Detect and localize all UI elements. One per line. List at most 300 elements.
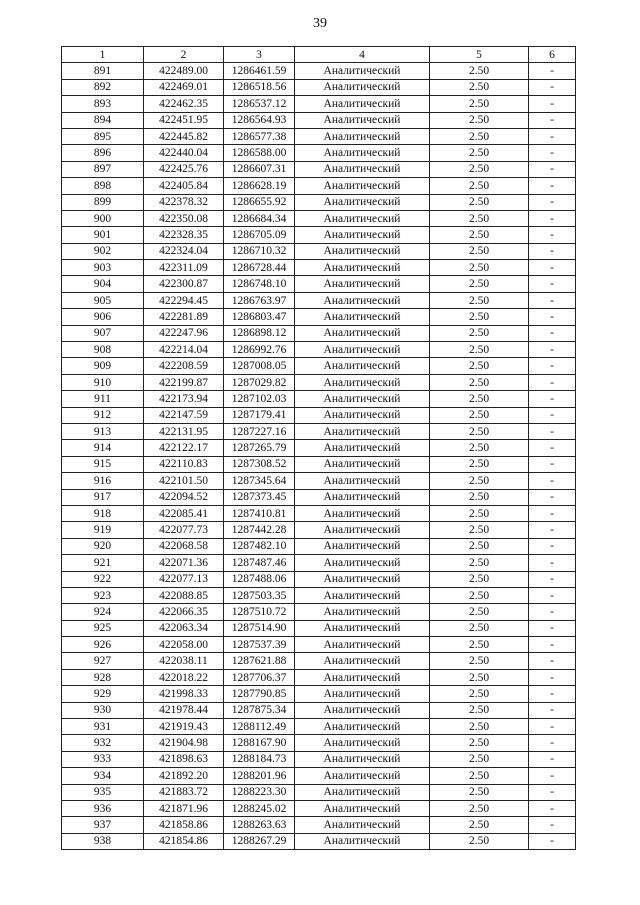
table-cell: 422378.32 bbox=[144, 194, 224, 210]
table-row bbox=[62, 161, 576, 177]
table-cell: 2.50 bbox=[430, 309, 529, 325]
table-cell: 897 bbox=[62, 161, 144, 177]
table-cell: Аналитический bbox=[295, 637, 430, 653]
table-cell: 917 bbox=[62, 489, 144, 505]
table-cell: 2.50 bbox=[430, 112, 529, 128]
table-cell: 2.50 bbox=[430, 407, 529, 423]
table-cell: Аналитический bbox=[295, 161, 430, 177]
table-cell: 2.50 bbox=[430, 637, 529, 653]
table-cell: Аналитический bbox=[295, 456, 430, 472]
table-cell: - bbox=[529, 194, 576, 210]
table-cell: - bbox=[529, 342, 576, 358]
table-cell: 1286588.00 bbox=[224, 145, 295, 161]
table-cell: 421919.43 bbox=[144, 719, 224, 735]
table-cell: Аналитический bbox=[295, 276, 430, 292]
table-cell: - bbox=[529, 63, 576, 79]
table-cell: 2.50 bbox=[430, 79, 529, 95]
table-cell: - bbox=[529, 260, 576, 276]
table-cell: 1287487.46 bbox=[224, 555, 295, 571]
table-cell: Аналитический bbox=[295, 342, 430, 358]
table-cell: - bbox=[529, 292, 576, 308]
table-cell: 2.50 bbox=[430, 833, 529, 849]
table-row bbox=[62, 325, 576, 341]
table-cell: 902 bbox=[62, 243, 144, 259]
table-cell: Аналитический bbox=[295, 96, 430, 112]
table-cell: - bbox=[529, 210, 576, 226]
table-cell: Аналитический bbox=[295, 194, 430, 210]
table-cell: Аналитический bbox=[295, 128, 430, 144]
table-cell: 905 bbox=[62, 292, 144, 308]
table-row bbox=[62, 686, 576, 702]
table-cell: - bbox=[529, 79, 576, 95]
table-cell: 1286705.09 bbox=[224, 227, 295, 243]
table-cell: - bbox=[529, 325, 576, 341]
table-cell: Аналитический bbox=[295, 358, 430, 374]
table-cell: 1287514.90 bbox=[224, 620, 295, 636]
table-cell: Аналитический bbox=[295, 768, 430, 784]
table-row bbox=[62, 833, 576, 849]
table-cell: - bbox=[529, 735, 576, 751]
table-cell: Аналитический bbox=[295, 79, 430, 95]
table-cell: 923 bbox=[62, 587, 144, 603]
table-cell: 421898.63 bbox=[144, 751, 224, 767]
table-cell: 1286710.32 bbox=[224, 243, 295, 259]
table-cell: 927 bbox=[62, 653, 144, 669]
table-cell: 911 bbox=[62, 391, 144, 407]
table-cell: 1287706.37 bbox=[224, 669, 295, 685]
table-row bbox=[62, 391, 576, 407]
column-header: 4 bbox=[295, 47, 430, 63]
coordinates-table bbox=[61, 46, 576, 850]
table-cell: 422247.96 bbox=[144, 325, 224, 341]
table-cell: 904 bbox=[62, 276, 144, 292]
table-row bbox=[62, 702, 576, 718]
table-row bbox=[62, 555, 576, 571]
table-cell: 422131.95 bbox=[144, 423, 224, 439]
table-cell: 2.50 bbox=[430, 210, 529, 226]
table-cell: 422071.36 bbox=[144, 555, 224, 571]
table-cell: - bbox=[529, 505, 576, 521]
table-cell: 421892.20 bbox=[144, 768, 224, 784]
table-cell: 2.50 bbox=[430, 620, 529, 636]
table-cell: 1286728.44 bbox=[224, 260, 295, 276]
table-cell: 422311.09 bbox=[144, 260, 224, 276]
table-cell: Аналитический bbox=[295, 538, 430, 554]
table-cell: 935 bbox=[62, 784, 144, 800]
table-row bbox=[62, 669, 576, 685]
table-cell: - bbox=[529, 440, 576, 456]
table-cell: 2.50 bbox=[430, 751, 529, 767]
table-cell: 1287345.64 bbox=[224, 473, 295, 489]
table-cell: 422085.41 bbox=[144, 505, 224, 521]
table-row bbox=[62, 571, 576, 587]
table-row bbox=[62, 587, 576, 603]
table-row bbox=[62, 653, 576, 669]
table-cell: 893 bbox=[62, 96, 144, 112]
table-cell: 908 bbox=[62, 342, 144, 358]
table-cell: Аналитический bbox=[295, 489, 430, 505]
table-cell: 422469.01 bbox=[144, 79, 224, 95]
table-cell: - bbox=[529, 489, 576, 505]
table-cell: - bbox=[529, 751, 576, 767]
table-cell: - bbox=[529, 669, 576, 685]
table-cell: - bbox=[529, 653, 576, 669]
table-cell: 422173.94 bbox=[144, 391, 224, 407]
table-cell: 2.50 bbox=[430, 768, 529, 784]
table-cell: 1288167.90 bbox=[224, 735, 295, 751]
table-cell: 1287179.41 bbox=[224, 407, 295, 423]
table-cell: 2.50 bbox=[430, 719, 529, 735]
table-row bbox=[62, 440, 576, 456]
table-row bbox=[62, 473, 576, 489]
table-cell: - bbox=[529, 391, 576, 407]
table-cell: Аналитический bbox=[295, 292, 430, 308]
table-cell: 422066.35 bbox=[144, 604, 224, 620]
table-cell: 910 bbox=[62, 374, 144, 390]
table-cell: 924 bbox=[62, 604, 144, 620]
table-cell: - bbox=[529, 686, 576, 702]
table-cell: 421871.96 bbox=[144, 800, 224, 816]
table-cell: - bbox=[529, 276, 576, 292]
table-cell: - bbox=[529, 620, 576, 636]
table-cell: 1286655.92 bbox=[224, 194, 295, 210]
table-cell: - bbox=[529, 112, 576, 128]
table-cell: Аналитический bbox=[295, 407, 430, 423]
table-cell: Аналитический bbox=[295, 686, 430, 702]
table-cell: 918 bbox=[62, 505, 144, 521]
table-cell: - bbox=[529, 538, 576, 554]
table-cell: 1288263.63 bbox=[224, 817, 295, 833]
table-cell: 2.50 bbox=[430, 391, 529, 407]
table-cell: 2.50 bbox=[430, 571, 529, 587]
table-cell: Аналитический bbox=[295, 620, 430, 636]
table-row bbox=[62, 96, 576, 112]
table-cell: 422094.52 bbox=[144, 489, 224, 505]
column-header: 5 bbox=[430, 47, 529, 63]
table-row bbox=[62, 604, 576, 620]
column-header: 6 bbox=[529, 47, 576, 63]
table-cell: Аналитический bbox=[295, 325, 430, 341]
table-cell: - bbox=[529, 604, 576, 620]
table-cell: 1287621.88 bbox=[224, 653, 295, 669]
table-cell: 422405.84 bbox=[144, 178, 224, 194]
table-cell: 1286898.12 bbox=[224, 325, 295, 341]
table-cell: 2.50 bbox=[430, 178, 529, 194]
table-cell: 422300.87 bbox=[144, 276, 224, 292]
table-row bbox=[62, 194, 576, 210]
table-row bbox=[62, 210, 576, 226]
table-cell: 422208.59 bbox=[144, 358, 224, 374]
table-cell: - bbox=[529, 817, 576, 833]
table-cell: 1287008.05 bbox=[224, 358, 295, 374]
table-cell: 926 bbox=[62, 637, 144, 653]
table-row bbox=[62, 800, 576, 816]
table-cell: 2.50 bbox=[430, 243, 529, 259]
table-cell: 1288223.30 bbox=[224, 784, 295, 800]
table-cell: 2.50 bbox=[430, 800, 529, 816]
table-cell: 2.50 bbox=[430, 555, 529, 571]
table-cell: 1287488.06 bbox=[224, 571, 295, 587]
table-cell: Аналитический bbox=[295, 243, 430, 259]
table-cell: 422294.45 bbox=[144, 292, 224, 308]
table-cell: 2.50 bbox=[430, 702, 529, 718]
table-cell: 1287029.82 bbox=[224, 374, 295, 390]
table-cell: 1288201.96 bbox=[224, 768, 295, 784]
table-cell: 422122.17 bbox=[144, 440, 224, 456]
table-cell: 422489.00 bbox=[144, 63, 224, 79]
table-cell: 2.50 bbox=[430, 423, 529, 439]
table-row bbox=[62, 719, 576, 735]
table-cell: - bbox=[529, 407, 576, 423]
table-cell: 2.50 bbox=[430, 669, 529, 685]
table-cell: - bbox=[529, 374, 576, 390]
table-cell: 422068.58 bbox=[144, 538, 224, 554]
table-cell: 932 bbox=[62, 735, 144, 751]
table-cell: Аналитический bbox=[295, 719, 430, 735]
table-cell: 1286518.56 bbox=[224, 79, 295, 95]
table-cell: Аналитический bbox=[295, 440, 430, 456]
table-row bbox=[62, 456, 576, 472]
table-row bbox=[62, 489, 576, 505]
table-cell: 900 bbox=[62, 210, 144, 226]
table-cell: 2.50 bbox=[430, 538, 529, 554]
table-row bbox=[62, 227, 576, 243]
table-cell: - bbox=[529, 784, 576, 800]
table-row bbox=[62, 735, 576, 751]
table-cell: 894 bbox=[62, 112, 144, 128]
table-cell: 931 bbox=[62, 719, 144, 735]
table-cell: 2.50 bbox=[430, 686, 529, 702]
table-cell: 1287410.81 bbox=[224, 505, 295, 521]
table-cell: Аналитический bbox=[295, 210, 430, 226]
table-cell: 1286461.59 bbox=[224, 63, 295, 79]
table-cell: 2.50 bbox=[430, 505, 529, 521]
table-cell: 919 bbox=[62, 522, 144, 538]
table-cell: 2.50 bbox=[430, 194, 529, 210]
table-cell: 2.50 bbox=[430, 161, 529, 177]
table-header bbox=[62, 47, 576, 63]
table-cell: 421904.98 bbox=[144, 735, 224, 751]
table-cell: 422440.04 bbox=[144, 145, 224, 161]
table-cell: 2.50 bbox=[430, 784, 529, 800]
table-cell: 421978.44 bbox=[144, 702, 224, 718]
table-cell: 922 bbox=[62, 571, 144, 587]
table-cell: - bbox=[529, 555, 576, 571]
table-cell: - bbox=[529, 96, 576, 112]
table-row bbox=[62, 276, 576, 292]
table-cell: Аналитический bbox=[295, 751, 430, 767]
table-cell: Аналитический bbox=[295, 587, 430, 603]
table-cell: Аналитический bbox=[295, 374, 430, 390]
table-row bbox=[62, 751, 576, 767]
table-cell: 2.50 bbox=[430, 292, 529, 308]
header-row bbox=[62, 47, 576, 63]
table-cell: 1287102.03 bbox=[224, 391, 295, 407]
table-cell: Аналитический bbox=[295, 735, 430, 751]
table-row bbox=[62, 260, 576, 276]
table-cell: Аналитический bbox=[295, 669, 430, 685]
table-cell: Аналитический bbox=[295, 178, 430, 194]
table-cell: 1287482.10 bbox=[224, 538, 295, 554]
table-cell: 422101.50 bbox=[144, 473, 224, 489]
table-cell: 421998.33 bbox=[144, 686, 224, 702]
table-cell: 1287308.52 bbox=[224, 456, 295, 472]
table-cell: - bbox=[529, 423, 576, 439]
table-cell: 422018.22 bbox=[144, 669, 224, 685]
table-cell: 1287790.85 bbox=[224, 686, 295, 702]
table-cell: 2.50 bbox=[430, 473, 529, 489]
table-cell: 1286628.19 bbox=[224, 178, 295, 194]
table-row bbox=[62, 407, 576, 423]
table-row bbox=[62, 309, 576, 325]
table-cell: 2.50 bbox=[430, 227, 529, 243]
table-cell: Аналитический bbox=[295, 227, 430, 243]
table-cell: 2.50 bbox=[430, 342, 529, 358]
table-cell: Аналитический bbox=[295, 505, 430, 521]
table-cell: 925 bbox=[62, 620, 144, 636]
table-cell: 422445.82 bbox=[144, 128, 224, 144]
table-cell: 1286577.38 bbox=[224, 128, 295, 144]
table-cell: 2.50 bbox=[430, 817, 529, 833]
table-row bbox=[62, 784, 576, 800]
table-cell: 898 bbox=[62, 178, 144, 194]
table-row bbox=[62, 112, 576, 128]
table-cell: - bbox=[529, 227, 576, 243]
table-cell: 422451.95 bbox=[144, 112, 224, 128]
table-cell: 2.50 bbox=[430, 145, 529, 161]
table-row bbox=[62, 128, 576, 144]
table-cell: 422063.34 bbox=[144, 620, 224, 636]
table-row bbox=[62, 63, 576, 79]
table-row bbox=[62, 522, 576, 538]
table-body bbox=[62, 63, 576, 850]
page-number: 39 bbox=[313, 16, 327, 31]
table-row bbox=[62, 342, 576, 358]
table-row bbox=[62, 145, 576, 161]
table-cell: 422324.04 bbox=[144, 243, 224, 259]
table-cell: - bbox=[529, 768, 576, 784]
table-cell: 937 bbox=[62, 817, 144, 833]
table-cell: 422110.83 bbox=[144, 456, 224, 472]
table-cell: 2.50 bbox=[430, 456, 529, 472]
table-cell: 1288245.02 bbox=[224, 800, 295, 816]
table-cell: - bbox=[529, 178, 576, 194]
table-cell: Аналитический bbox=[295, 260, 430, 276]
table-cell: 422425.76 bbox=[144, 161, 224, 177]
table-cell: 901 bbox=[62, 227, 144, 243]
column-header: 1 bbox=[62, 47, 144, 63]
table-cell: Аналитический bbox=[295, 833, 430, 849]
table-cell: 2.50 bbox=[430, 260, 529, 276]
table-cell: 934 bbox=[62, 768, 144, 784]
table-cell: 912 bbox=[62, 407, 144, 423]
table-cell: 896 bbox=[62, 145, 144, 161]
table-cell: 1287503.35 bbox=[224, 587, 295, 603]
table-cell: Аналитический bbox=[295, 309, 430, 325]
table-cell: - bbox=[529, 800, 576, 816]
table-cell: 895 bbox=[62, 128, 144, 144]
table-cell: 914 bbox=[62, 440, 144, 456]
table-cell: 2.50 bbox=[430, 604, 529, 620]
table-cell: 2.50 bbox=[430, 522, 529, 538]
table-cell: 929 bbox=[62, 686, 144, 702]
table-cell: Аналитический bbox=[295, 112, 430, 128]
table-cell: - bbox=[529, 128, 576, 144]
table-cell: 1288267.29 bbox=[224, 833, 295, 849]
table-cell: 1286564.93 bbox=[224, 112, 295, 128]
table-cell: - bbox=[529, 522, 576, 538]
table-cell: 422462.35 bbox=[144, 96, 224, 112]
table-cell: 422038.11 bbox=[144, 653, 224, 669]
table-cell: Аналитический bbox=[295, 145, 430, 161]
table-cell: 930 bbox=[62, 702, 144, 718]
table-cell: 1286748.10 bbox=[224, 276, 295, 292]
table-cell: 1287537.39 bbox=[224, 637, 295, 653]
table-cell: 921 bbox=[62, 555, 144, 571]
table-cell: 2.50 bbox=[430, 128, 529, 144]
table-cell: 421858.86 bbox=[144, 817, 224, 833]
table-cell: 1287442.28 bbox=[224, 522, 295, 538]
table-cell: - bbox=[529, 719, 576, 735]
table-cell: 1287875.34 bbox=[224, 702, 295, 718]
table-row bbox=[62, 243, 576, 259]
table-row bbox=[62, 423, 576, 439]
table-cell: 2.50 bbox=[430, 96, 529, 112]
table-row bbox=[62, 358, 576, 374]
table-cell: 933 bbox=[62, 751, 144, 767]
table-cell: Аналитический bbox=[295, 63, 430, 79]
table-cell: 1287265.79 bbox=[224, 440, 295, 456]
table-cell: 422077.73 bbox=[144, 522, 224, 538]
table-row bbox=[62, 505, 576, 521]
table-cell: Аналитический bbox=[295, 423, 430, 439]
table-cell: 2.50 bbox=[430, 276, 529, 292]
table-cell: 422058.00 bbox=[144, 637, 224, 653]
table-cell: - bbox=[529, 637, 576, 653]
table-cell: 422214.04 bbox=[144, 342, 224, 358]
table-cell: 2.50 bbox=[430, 440, 529, 456]
table-cell: 1287227.16 bbox=[224, 423, 295, 439]
column-header: 3 bbox=[224, 47, 295, 63]
table-cell: 913 bbox=[62, 423, 144, 439]
table-cell: 422281.89 bbox=[144, 309, 224, 325]
table-cell: - bbox=[529, 571, 576, 587]
table-cell: - bbox=[529, 243, 576, 259]
table-cell: Аналитический bbox=[295, 702, 430, 718]
table-cell: Аналитический bbox=[295, 473, 430, 489]
table-cell: 907 bbox=[62, 325, 144, 341]
table-cell: 920 bbox=[62, 538, 144, 554]
table-cell: - bbox=[529, 358, 576, 374]
table-cell: 1286607.31 bbox=[224, 161, 295, 177]
table-cell: 422088.85 bbox=[144, 587, 224, 603]
table-cell: 906 bbox=[62, 309, 144, 325]
table-cell: 422077.13 bbox=[144, 571, 224, 587]
table-cell: 422199.87 bbox=[144, 374, 224, 390]
table-cell: Аналитический bbox=[295, 391, 430, 407]
table-row bbox=[62, 768, 576, 784]
table-cell: 421883.72 bbox=[144, 784, 224, 800]
table-cell: 915 bbox=[62, 456, 144, 472]
table-row bbox=[62, 79, 576, 95]
table-cell: 899 bbox=[62, 194, 144, 210]
table-cell: 2.50 bbox=[430, 587, 529, 603]
table-cell: 892 bbox=[62, 79, 144, 95]
table-cell: - bbox=[529, 145, 576, 161]
table-cell: 422328.35 bbox=[144, 227, 224, 243]
table-cell: - bbox=[529, 161, 576, 177]
table-cell: Аналитический bbox=[295, 800, 430, 816]
